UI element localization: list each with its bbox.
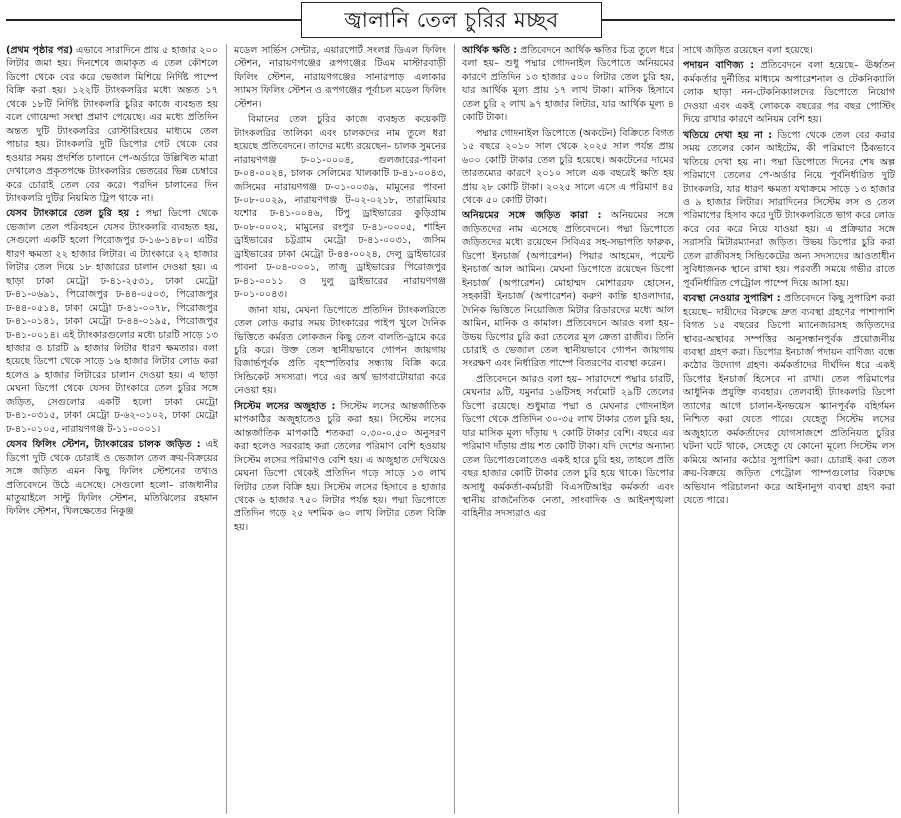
subheading: আর্থিক ক্ষতি : bbox=[462, 45, 518, 56]
column-divider bbox=[678, 44, 679, 814]
subheading: সিস্টেম লসের অজুহাত : bbox=[234, 400, 336, 412]
paragraph bbox=[6, 44, 218, 205]
headline-banner bbox=[0, 0, 901, 40]
paragraph-text: প্রতিবেদনে বলা হয়েছে– ঊর্ধ্বতন কর্মকর্তার দুর্নীতির মাধ্যমে অপারেশনাল ও টেকনিক্যালি লোক ছাড়া নন-টেকনিক্যালদের ডিপোতে নিয়োগ দেওয়া এবং একই লোককে বছরের পর বছর পোস্টিং দিয়ে রাখার কারণে অনিয়ম বেশি হয়। bbox=[683, 60, 895, 126]
paragraph: সাথে জড়িত রয়েছেন বলা হয়েছে। bbox=[683, 45, 813, 56]
article-column-1 bbox=[6, 44, 218, 814]
paragraph: জানা যায়, মেঘনা ডিপোতে প্রতিদিন ট্যাংকলরিতে তেল লোড করার সময় ট্যাংকারের পাইপ খুলে দৈনিক ভিত্তিতে কর্মরত লোকজন কিছু তেল বালতি-ড্রামে করে চুরি করে। উক্ত তেল স্থানীয়ভাবে গোপন জায়গায় রিজার্ভপূর্বক প্রতি বৃহস্পতিবার সন্ধ্যায় বিক্রি করে সিন্ডিকেট সদস্যরা। পরে এর অর্থ ভাগবাটোয়ারা করে নেওয়া হয়। bbox=[234, 304, 446, 397]
subheading: পদায়ন বাণিজ্য : bbox=[683, 60, 755, 72]
paragraph bbox=[683, 292, 895, 507]
paragraph-text: সিস্টেম লসের আন্তর্জাতিক মাপকাঠির অজুহাতেও চুরি করা হয়। সিস্টেম লসের আন্তর্জাতিক মাপকাঠি শতকরা ০.৩০-০.৫০ অনুসরণ করা হলেও সরবরাহ করা তেলের পরিমাণ বেশি হওয়ায় সিস্টেম লসের পরিমাণও বেশি হয়। এ অজুহাত দেখিয়েও মেঘনা ডিপো থেকেই প্রতিদিন গড়ে সাড়ে ১৩ লাখ লিটার তেল বিক্রি হয়। সিস্টেম লসের হিসাবে ৪ হাজার থেকে ৬ হাজার ৭৫০ লিটার পর্যন্ত হয়। পদ্মা ডিপোতে প্রতিদিন গড়ে ২৫ দশমিক ৬০ লাখ লিটার তেল বিক্রি হয়। bbox=[234, 400, 446, 533]
paragraph bbox=[6, 438, 218, 519]
paragraph-text: প্রতিবেদনে আর্থিক ক্ষতির চিত্র তুলে ধরে বলা হয়– শুধু পদ্মার গোদনাইল ডিপোতে অনিয়মের কারণে প্রতিদিন ১৩ হাজার ৫০০ লিটার তেল চুরি হয়, যার আর্থিক মূল্য প্রায় ১৭ লাখ টাকা। মাসিক হিসাবে তেল চুরি ২ লাখ ৯৭ হাজার লিটার, যার আর্থিক মূল্য ৪ কোটি টাকা। bbox=[462, 45, 674, 124]
article-column-2 bbox=[234, 44, 446, 814]
headline: জ্বালানি তেল চুরির মচ্ছব bbox=[301, 2, 602, 38]
article-column-3 bbox=[462, 44, 674, 814]
paragraph bbox=[234, 400, 446, 535]
subheading: ব্যবস্থা নেওয়ার সুপারিশ : bbox=[683, 293, 781, 305]
paragraph: প্রতিবেদনে আরও বলা হয়– সারাদেশে পদ্মার চারটি, মেঘনার ৯টি, যমুনার ১৬টিসহ সর্বমোট ২৯টি তেলের ডিপো রয়েছে। শুধুমাত্র পদ্মা ও মেঘনার গোদনাইল ডিপো থেকে প্রতিদিন ৩০-৩৫ লাখ টাকার তেল চুরি হয়, যার মাসিক মূল্য দাঁড়ায় ৭ কোটি টাকার বেশি। বছরে এর পরিমাণ দাঁড়ায় প্রায় শত কোটি টাকা। যদি দেশের অন্যান্য তেল ডিপোগুলোতেও একই হারে চুরি হয়, তাহলে প্রতি বছর হাজার কোটি টাকার তেল চুরি হয়ে থাকে। ডিপোর অসাধু কর্মকর্তা-কর্মচারী বিএসটিআইর কর্মকর্তা এবং স্থানীয় রাজনৈতিক নেতা, সাংবাদিক ও আইনশৃঙ্খলা বাহিনীর সদস্যরাও এর bbox=[462, 373, 674, 520]
paragraph bbox=[462, 209, 674, 370]
paragraph: পদ্মার গোদনাইল ডিপোতে (অকটেন) বিক্রিতে বিগত ১৫ বছরে ২০১০ সাল থেকে ২০২৫ সাল পর্যন্ত প্রায় ৬০০ কোটি টাকার তেল চুরি হয়েছে। অকটেনের দামের তারতম্যের কারণে ২০১০ সালে এক বছরেই ক্ষতি হয় প্রায় ২৮ কোটি টাকা। ২০২৫ সালে এসে এ পরিমাণ ৪৫ থেকে ৫০ কোটি টাকা। bbox=[462, 127, 674, 206]
paragraph: বিমানের তেল চুরির কাজে ব্যবহৃত কয়েকটি ট্যাংকলরির তালিকা এবং চালকদের নাম তুলে ধরা হয়েছে প্রতিবেদনে। তাদের মধ্যে রয়েছেন– চালক সুমনের নারায়ণগঞ্জ ঢ-০১-০০০৪, গুলজারের-পাবনা ঢ-০৪-০০২৪, চালক সেলিমের খালকাটি ঢ-৪১-০০৪৩, জসিমের নারায়ণগঞ্জ ঢ-০১-০০৩৯, মামুনের পাবনা ঢ-০৮-০০২৯, নারায়ণগঞ্জ ট-০২-০২১৮, তারামিয়ার যশোর ঢ-৪১-০০৪৬, টিপু ড্রাইভারের কুড়িগ্রাম ঢ-০৮-০০০২, মামুনের রংপুর ঢ-৪১-০০০৫, শাহিন ড্রাইভারের চট্টগ্রাম মেট্রো ঢ-৪১-০০৩১, জসিম ড্রাইভারের ঢাকা মেট্রো ট-৪৪-০০২৪, দেলু ড্রাইভারের পাবনা ঢ-০৪-০০০১, তাজু ড্রাইভারের পিরোজপুর ঢ-৪১-০০১১ ও দুলু ড্রাইভারের নারায়ণগঞ্জ ঢ-০১-০০৪৩। bbox=[234, 114, 446, 301]
article-body bbox=[6, 44, 895, 814]
paragraph-text: পদ্মা ডিপো থেকে ভেজাল তেল পরিবহনে যেসব ট্যাংকলরি ব্যবহৃত হয়, সেগুলো একটি হলো পিরোজপুর ঢ-১৬-১৪৮০। এটির ধারণ ক্ষমতা ২২ হাজার লিটার। এ ট্যাংকারে ২২ হাজার লিটার তেল দিয়ে ১৮ হাজারের চালান দেওয়া হয়। এ ছাড়া ঢাকা মেট্রো ঢ-৪১-২৫৩১, ঢাকা মেট্রো ঢ-৪১-০৬৯১, পিরোজপুর ঢ-৪৪-০৫০৩, পিরোজপুর ঢ-৪৪-০৫১৪, ঢাকা মেট্রো ঢ-৪১-০০৭৮, পিরোজপুর ঢ-৪১-০১৪১, ঢাকা মেট্রো ঢ-৪৪-০১৯৫, পিরোজপুর ঢ-৪১-০০১৪। এই ট্যাংকারগুলোর মধ্যে চারটি সাড়ে ১৩ হাজার ও চারটি ৯ হাজার লিটার ধারণ ক্ষমতার। বলা হয়েছে ডিপো থেকে সাড়ে ১৬ হাজার লিটার লোড করা হলেও ৯ হাজার লিটারের চালান দেওয়া হয়। এ ছাড়া মেঘনা ডিপো থেকে যেসব ট্যাংকারে তেল চুরির সঙ্গে জড়িত, সেগুলোর একটি হলো ঢাকা মেট্রো ঢ-৪১-০৩১৫, ঢাকা মেট্রো ঢ-৬২-০১০২, ঢাকা মেট্রো ঢ-৪১-০১০৫, নারায়ণগঞ্জ ট-১১-০০০১। bbox=[6, 208, 218, 435]
subheading: যেসব ফিলিং স্টেশন, ট্যাংকারের চালক জড়িত : bbox=[6, 439, 201, 451]
headline-rule-left bbox=[6, 19, 301, 21]
subheading: যেসব ট্যাংকারে তেল চুরি হয় : bbox=[6, 208, 140, 220]
paragraph bbox=[462, 44, 674, 125]
column-divider bbox=[226, 44, 227, 814]
paragraph-text: প্রতিবেদনে কিছু সুপারিশ করা হয়েছে– দায়ীদের বিরুদ্ধে দ্রুত ব্যবস্থা গ্রহণের পাশাপাশি বিগত ১৫ বছরের ডিপো ম্যানেজারসহ জড়িতদের স্থাবর-অস্থাবর সম্পত্তির অনুসন্ধানপূর্বক প্রয়োজনীয় ব্যবস্থা গ্রহণ করা। ডিপোর ইনচার্জ পদায়ন বাণিজ্য বন্ধে কঠোর উদ্যোগ গ্রহণ। কর্মকর্তাদের দীর্ঘদিন ধরে একই ডিপোর ইনচার্জ হিসেবে না রাখা। তেল পরিমাপের আধুনিক প্রযুক্তি ব্যবহার। তেলবাহী ট্যাংকলরি ডিপো ত্যাগের আগে চালান-ইনভয়েস স্ক্যানপূর্বক বহির্গমন নিশ্চিত করা যেতে পারে। যেহেতু সিস্টেম লসের অজুহাতে কর্মকর্তাদের যোগসাজশে প্রতিনিয়ত চুরির ঘটনা ঘটে থাকে, সেহেতু যে কোনো মূল্যে সিস্টেম লস কমিয়ে আনার কঠোর সুপারিশ করা। চোরাই করা তেল ক্রয়-বিক্রয়ে জড়িত পেট্রোল পাম্পগুলোর বিরুদ্ধে অভিযান পরিচালনা করে আইনানুগ ব্যবস্থা গ্রহণ করা যেতে পারে। bbox=[683, 293, 895, 506]
headline-rule-right bbox=[602, 19, 895, 21]
paragraph-text: এই ডিপো দুটি থেকে চোরাই ও ভেজাল তেল ক্রয়-বিক্রয়ের সঙ্গে জড়িত এমন কিছু ফিলিং স্টেশনের তথ্যও প্রতিবেদনে উঠে এসেছে। সেগুলো হলো– রাজধানীর মাতুয়াইলে সান্টু ফিলিং স্টেশন, মতিঝিলের রহমান ফিলিং স্টেশন, খিলক্ষেতের নিকুঞ্জ bbox=[6, 439, 218, 518]
paragraph bbox=[6, 207, 218, 436]
subheading: অনিয়মের সঙ্গে জড়িত কারা : bbox=[462, 210, 602, 222]
article-column-4 bbox=[683, 44, 895, 814]
subheading: খতিয়ে দেখা হয় না : bbox=[683, 129, 773, 141]
paragraph-text: ডিপো থেকে তেল বের করার সময় তেলের কোন আইটেম, কী পরিমাণে ঠিকভাবে খতিয়ে দেখা হয় না। পদ্মা ডিপোতে দিনের শেষ অল্প পরিমাণে তেলের পে-অর্ডার নিয়ে পূর্বনির্ধারিত দুটি ট্যাংকলরি, যার ধারণ ক্ষমতা যথাক্রমে সাড়ে ১৩ হাজার ও ৯ হাজার লিটার। সারাদিনের সিস্টেম লস ও তেল পরিমাপের হিসাব করে দুটি ট্যাংকলরিতে ভাগ করে লোড করে বের করে নিয়ে যাওয়া হয়। এ প্রক্রিয়ার সঙ্গে সরাসরি মিটারম্যানরা জড়িত। উভয় ডিপোর চুরি করা তেল রাজীবসহ সিন্ডিকেটের অন্য সদস্যদের আওতাধীন সুবিধাজনক স্থানে রাখা হয়। পরবর্তী সময়ে গভীর রাতে পূর্বনির্ধারিত পেট্রোল পাম্পে দিয়ে আসা হয়। bbox=[683, 129, 895, 289]
paragraph bbox=[683, 129, 895, 290]
paragraph-text: অনিয়মের সঙ্গে জড়িতদের নাম এসেছে প্রতিবেদনে। পদ্মা ডিপোতে জড়িতদের মধ্যে রয়েছেন সিবিএর সহ-সভাপতি ফারুক, ডিপো ইনচার্জ (অপারেশন) পিয়ার আহমেদ, পয়েন্ট ইনচার্জ আল আমিন। মেঘনা ডিপোতে রয়েছেন ডিপো ইনচার্জ (অপারেশন) মোহাম্মদ মোশাররফ হোসেন, সহকারী ইনচার্জ (অপারেশন) করুণ কান্তি হাওলাদার, দৈনিক ভিত্তিতে নিয়োজিত মিটার রিডারদের মধ্যে আল আমিন, মানিক ও কামাল। প্রতিবেদনে আরও বলা হয়– উভয় ডিপোর চুরি করা তেলের মূল ক্রেতা রাজীব। তিনি চোরাই ও ভেজাল তেল স্থানীয়ভাবে গোপন জায়গায় সংরক্ষণ এবং নির্ধারিত পাম্পে বিতরণের ব্যবস্থা করেন। bbox=[462, 210, 674, 370]
continuation-label: (প্রথম পৃষ্ঠার পর) bbox=[6, 45, 74, 56]
column-divider bbox=[454, 44, 455, 814]
paragraph: মডেল সার্ভিস সেন্টার, এয়ারপোর্ট সংলগ্ন ডিএল ফিলিং স্টেশন, নারায়ণগঞ্জের রূপগঞ্জের টিএম মাস্টারবাড়ী ফিলিং স্টেশন, নারায়ণগঞ্জের সানারপাড় এলাকার স্যামস ফিলিং স্টেশন ও রূপগঞ্জের পূর্বাচল মডেল ফিলিং স্টেশন। bbox=[234, 45, 446, 110]
paragraph-text: এভাবে সারাদিনে প্রায় ৫ হাজার ২০০ লিটার জমা হয়। দিনশেষে জমাকৃত এ তেল কৌশলে ডিপো থেকে বের করে ভেজাল মিশিয়ে নির্দিষ্ট পাম্পে বিক্রি করা হয়। ১২২টি ট্যাংকলরির মধ্যে অন্তত ১৭ থেকে ১৮টি নির্দিষ্ট ট্যাংকলরি চুরির কাজে ব্যবহৃত হয় বলে গোয়েন্দা সংস্থা প্রমাণ পেয়েছে। এর মধ্যে প্রতিদিন অন্তত দুটি ট্যাংকলরির রোস্টারিংয়ের মাধ্যমে তেল পাচার হয়। ট্যাংকলরি দুটি ডিপোর গেট থেকে বের হওয়ার সময় প্রদর্শিত চালানে পে-অর্ডারে উল্লিখিত মাত্রা দেখালেও প্রকৃতপক্ষে ট্যাংকলরির ভেতরের ভিন্ন চেম্বারে করে চোরাই তেল বের করে। পরদিন চালানের দিন ট্যাংকলরি দুটির নিয়মিত ট্রিপ থাকে না। bbox=[6, 45, 218, 204]
paragraph bbox=[683, 59, 895, 126]
